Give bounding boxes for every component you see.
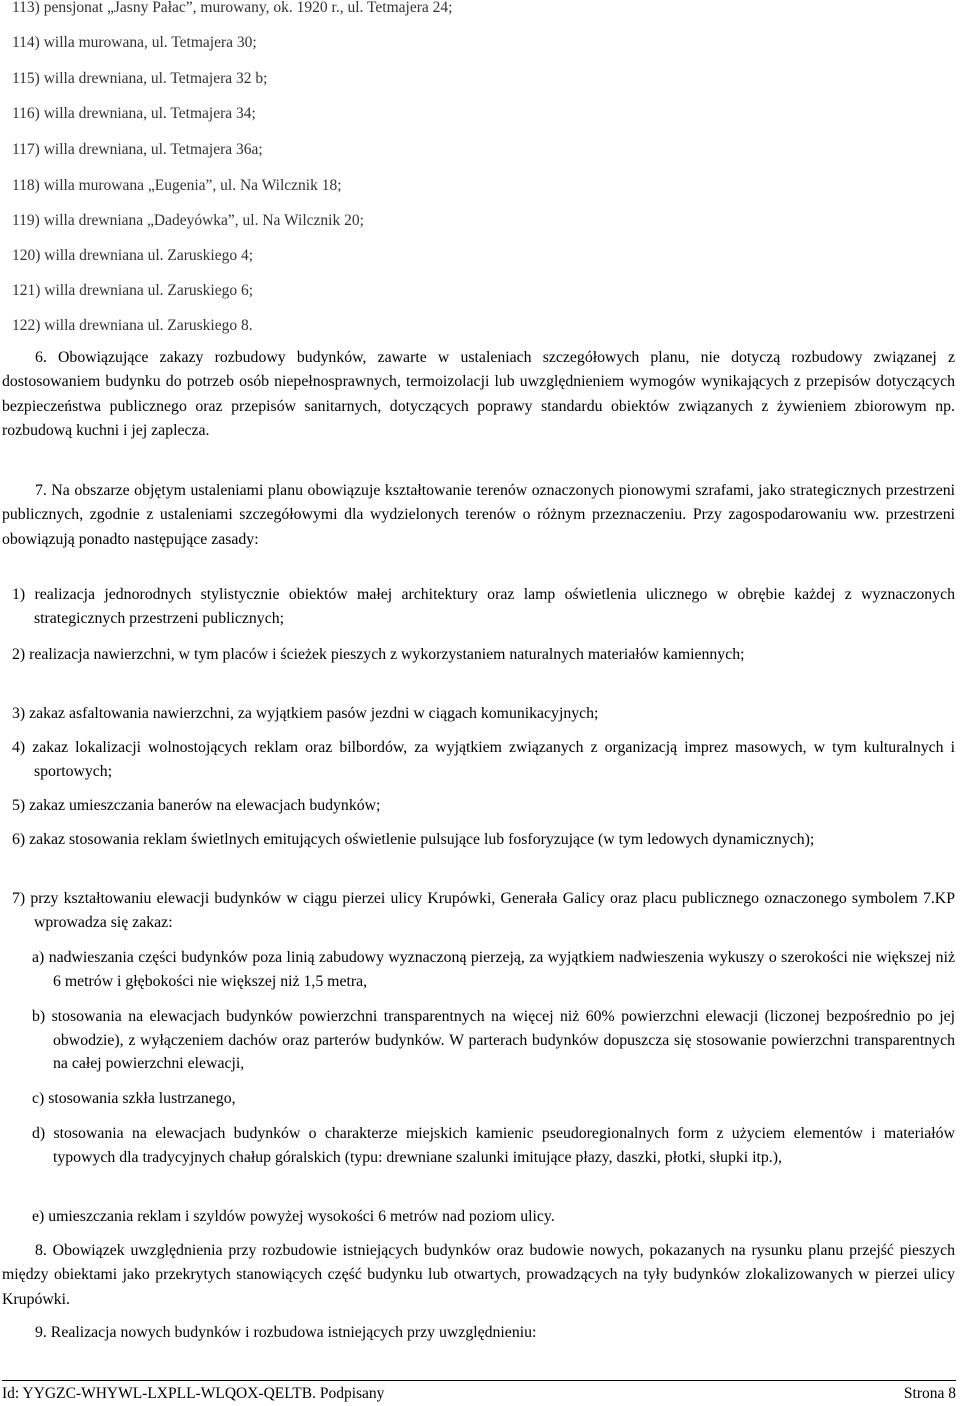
rule-item-7: 7) przy kształtowaniu elewacji budynków w ciągu pierzei ulicy Krupówki, Generała Galicy oraz placu publicznego oznaczonego symbolem 7.KP wprowadza się zakaz:: [12, 890, 955, 931]
rule-item-6: 6) zakaz stosowania reklam świetlnych emitujących oświetlenie pulsujące lub fosforyzujące (w tym ledowych dynamicznych);: [12, 831, 815, 848]
page-footer: [2, 1384, 956, 1404]
monument-item: 117) willa drewniana, ul. Tetmajera 36a;: [12, 141, 263, 158]
rule-item-2: 2) realizacja nawierzchni, w tym placów i ścieżek pieszych z wykorzystaniem naturalnych materiałów kamiennych;: [12, 646, 745, 663]
monument-item: 113) pensjonat „Jasny Pałac”, murowany, ok. 1920 r., ul. Tetmajera 24;: [12, 0, 453, 16]
monument-item: 122) willa drewniana ul. Zaruskiego 8.: [12, 317, 253, 334]
monument-item: 119) willa drewniana „Dadeyówka”, ul. Na Wilcznik 20;: [12, 212, 364, 229]
rule-item-5: 5) zakaz umieszczania banerów na elewacjach budynków;: [12, 797, 381, 814]
rule-item-4: 4) zakaz lokalizacji wolnostojących reklam oraz bilbordów, za wyjątkiem związanych z organizacją imprez masowych, w tym kulturalnych i sportowych;: [12, 739, 955, 780]
monument-item: 116) willa drewniana, ul. Tetmajera 34;: [12, 105, 256, 122]
page-number: Strona 8: [903, 1385, 956, 1402]
monument-item: 115) willa drewniana, ul. Tetmajera 32 b;: [12, 70, 268, 87]
paragraph-7: 7. Na obszarze objętym ustaleniami planu obowiązuje kształtowanie terenów oznaczonych pionowymi szrafami, jako strategicznych przestrzeni publicznych, zgodnie z ustaleniami szczegółowymi dla wydzielonych terenów o różnym przeznaczeniu. Przy zagospodarowaniu ww. przestrzeni obowiązują ponadto następujące zasady:: [2, 482, 955, 548]
monument-item: 114) willa murowana, ul. Tetmajera 30;: [12, 34, 257, 51]
paragraph-9: 9. Realizacja nowych budynków i rozbudowa istniejących przy uwzględnieniu:: [35, 1324, 537, 1341]
subrule-item-c: c) stosowania szkła lustrzanego,: [32, 1090, 236, 1107]
rule-item-3: 3) zakaz asfaltowania nawierzchni, za wyjątkiem pasów jezdni w ciągach komunikacyjnych;: [12, 705, 599, 722]
subrule-item-d: d) stosowania na elewacjach budynków o charakterze miejskich kamienic pseudoregionalnych form z użyciem elementów i materiałów typowych dla tradycyjnych chałup góralskich (typu: drewniane szalunki imitujące płazy, daszki, płotki, słupki itp.),: [32, 1125, 955, 1166]
paragraph-6: 6. Obowiązujące zakazy rozbudowy budynków, zawarte w ustaleniach szczegółowych planu, nie dotyczą rozbudowy związanej z dostosowaniem budynku do potrzeb osób niepełnosprawnych, termoizolacji lub uwzględnieniem wymogów wynikających z przepisów dotyczących bezpieczeństwa publicznego oraz przepisów sanitarnych, dotyczących poprawy standardu obiektów związanych z żywieniem zbiorowym np. rozbudową kuchni i jej zaplecza.: [2, 349, 955, 439]
footer-divider: [2, 1380, 956, 1381]
document-id: Id: YYGZC-WHYWL-LXPLL-WLQOX-QELTB. Podpisany: [2, 1385, 385, 1402]
paragraph-8: 8. Obowiązek uwzględnienia przy rozbudowie istniejących budynków oraz budowie nowych, pokazanych na rysunku planu przejść pieszych między obiektami jako przekrytych stanowiących część budynku lub otwartych, prowadzących na tyły budynków zlokalizowanych w pierzei ulicy Krupówki.: [2, 1242, 955, 1308]
rule-item-1: 1) realizacja jednorodnych stylistycznie obiektów małej architektury oraz lamp oświetlenia ulicznego w obrębie każdej z wyznaczonych strategicznych przestrzeni publicznych;: [12, 586, 955, 627]
subrule-item-e: e) umieszczania reklam i szyldów powyżej wysokości 6 metrów nad poziom ulicy.: [32, 1208, 555, 1225]
monument-item: 121) willa drewniana ul. Zaruskiego 6;: [12, 282, 254, 299]
monument-item: 118) willa murowana „Eugenia”, ul. Na Wilcznik 18;: [12, 177, 342, 194]
monument-item: 120) willa drewniana ul. Zaruskiego 4;: [12, 247, 254, 264]
subrule-item-b: b) stosowania na elewacjach budynków powierzchni transparentnych na więcej niż 60% powierzchni elewacji (liczonej bezpośrednio po jej obwodzie), z wyłączeniem dachów oraz parterów budynków. W parterach budynków dopuszcza się stosowanie powierzchni transparentnych na całej powierzchni elewacji,: [32, 1008, 955, 1072]
subrule-item-a: a) nadwieszania części budynków poza linią zabudowy wyznaczoną pierzeją, za wyjątkiem nadwieszenia wykuszy o szerokości nie większej niż 6 metrów i głębokości nie większej niż 1,5 metra,: [32, 949, 955, 990]
